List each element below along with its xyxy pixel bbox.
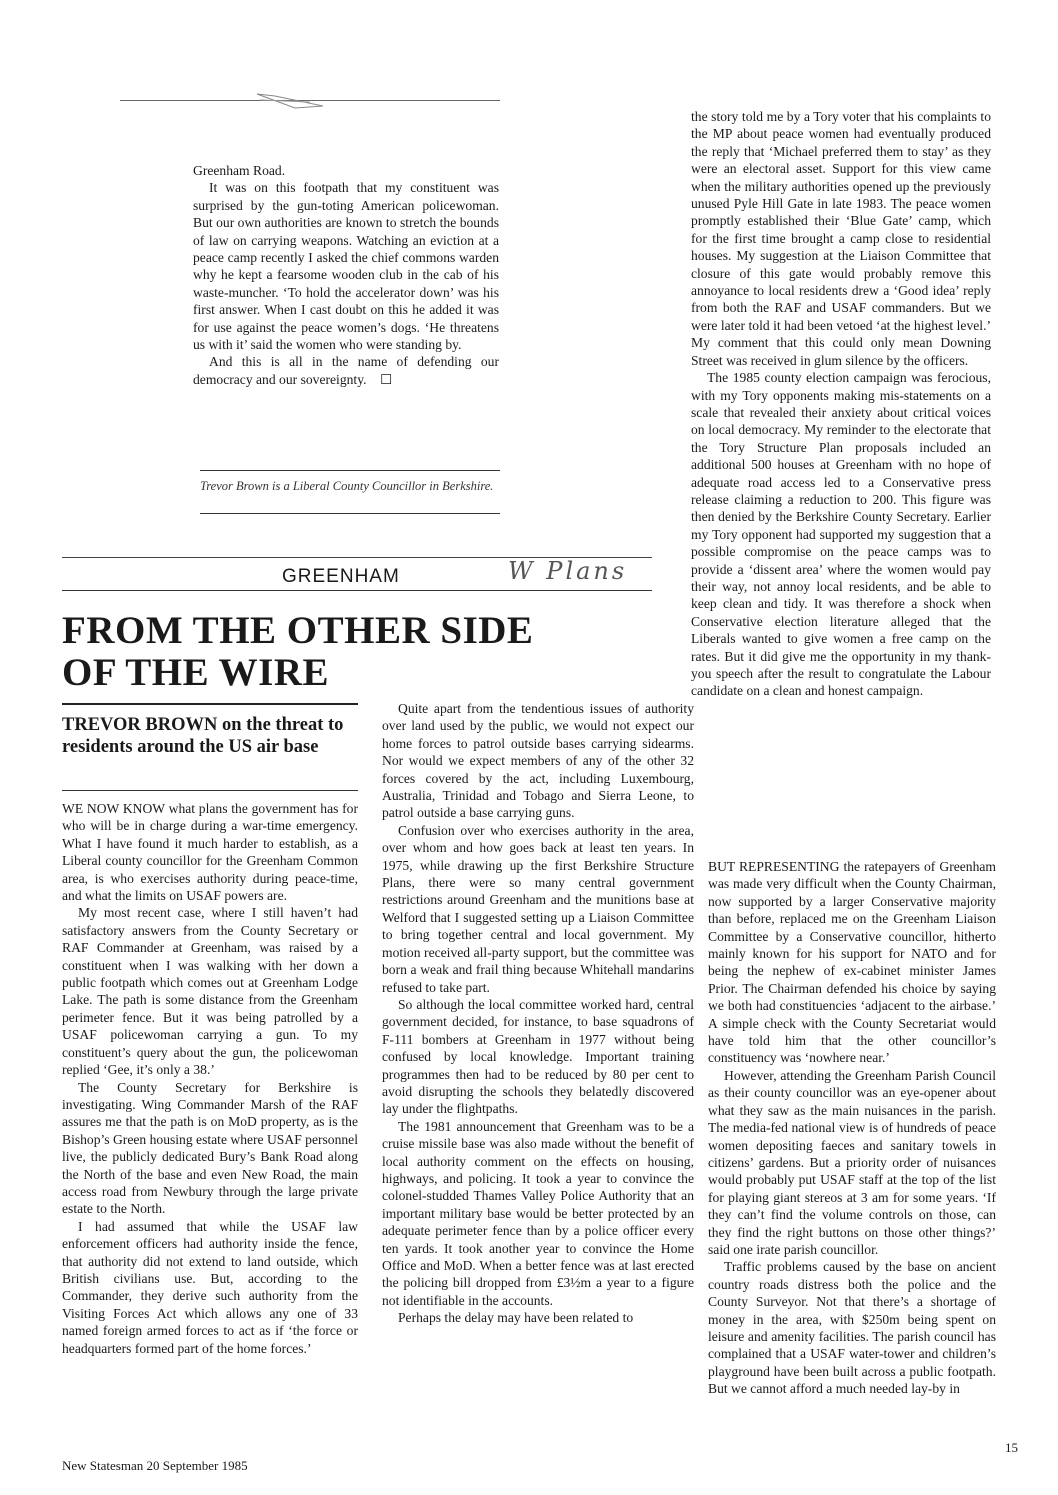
clipping-body	[193, 162, 499, 388]
article-paragraph: Traffic problems caused by the base on ancient country roads distress both the police and the County Surveyor. Not that there’s a shortage of money in the area, with $250m being spent on leisure and amenity facilities. The parish council has complained that a USAF water-tower and children’s playground have been built across a public footpath. But we cannot afford a much needed lay-by in	[708, 1259, 996, 1397]
clipping-note-rule-top	[200, 470, 500, 471]
footer-credit: New Statesman 20 September 1985	[62, 1458, 248, 1473]
article-column-4	[708, 858, 996, 1398]
article-paragraph: Quite apart from the tendentious issues of authority over land used by the public, we would not expect our home forces to patrol outside bases carrying sidearms. Nor would we expect members of any of the other 32 forces covered by the act, including Luxembourg, Australia, Trinidad and Tobago and Sierra Leone, to patrol outside a base carrying guns.	[382, 701, 694, 821]
section-label: GREENHAM	[282, 566, 400, 587]
author-note: Trevor Brown is a Liberal County Councillor in Berkshire.	[200, 479, 494, 493]
article-paragraph: So although the local committee worked hard, central government decided, for instance, to base squadrons of F-111 bombers at Greenham in 1977 without being confused by local knowledge. Important training programmes then had to be reduced by 80 per cent to avoid disrupting the schools they belatedly discovered lay under the flightpaths.	[382, 996, 694, 1117]
article-paragraph: the story told me by a Tory voter that his complaints to the MP about peace women had eventually produced the reply that ‘Michael preferred them to stay’ as they were an electoral asset. Support for this view came when the military authorities opened up the previously unused Pyle Hill Gate in late 1983. The peace women promptly established their ‘Blue Gate’ camp, which for the first time brought a camp close to residential houses. My suggestion at the Liaison Committee that closure of this gate would probably remove this annoyance to local residents drew a ‘Good idea’ reply from both the RAF and USAF commanders. But we were later told it had been vetoed ‘at the highest level.’ My comment that this could only mean Downing Street was received in glum silence by the officers.	[691, 109, 991, 368]
article-paragraph: BUT REPRESENTING the ratepayers of Greenham was made very difficult when the County Chairman, now supported by a larger Conservative majority than before, replaced me on the Greenham Liaison Committee by a Conservative councillor, hitherto mainly known for his support for NATO and for being the nephew of ex-cabinet minister James Prior. The Chairman defended his choice by saying we both had constituencies ‘adjacent to the airbase.’ A simple check with the County Secretariat would have told him that the other councillor’s constituency was ‘nowhere near.’	[708, 859, 996, 1066]
article-paragraph: WE NOW KNOW what plans the government has for who will be in charge during a war-time emergency. What I have found it much harder to establish, as a Liberal county councillor for the Greenham Common area, is who exercises authority during peace-time, and what the limits on USAF powers are.	[62, 801, 358, 904]
article-column-3	[691, 108, 991, 700]
handwritten-note: W Plans	[508, 557, 628, 585]
standfirst-rule-bottom	[62, 790, 358, 791]
article-paragraph: I had assumed that while the USAF law enforcement officers had authority inside the fence, that authority did not extend to land outside, which British civilians use. But, according to the Commander, they derive such authority from the Visiting Forces Act which allows any one of 33 named foreign armed forces to act as if ‘the force or headquarters formed part of the home forces.’	[62, 1218, 358, 1356]
headline-line-2: OF THE WIRE	[62, 651, 330, 694]
clipping-paragraph: And this is all in the name of defending our democracy and our sovereignty. ☐	[193, 354, 499, 387]
headline-line-1: FROM THE OTHER SIDE	[62, 609, 534, 652]
clipping-note-rule-bottom	[200, 513, 500, 514]
standfirst: TREVOR BROWN on the threat to residents around the US air base	[62, 715, 344, 757]
standfirst-rule-top	[62, 703, 358, 705]
tape-mark	[255, 90, 325, 112]
end-mark: ☐	[380, 371, 393, 387]
headline	[62, 610, 622, 694]
article-paragraph: Confusion over who exercises authority in the area, over whom and how goes back at least ten years. In 1975, while drawing up the first Berkshire Structure Plans, there were so many central government restrictions around Greenham and the munitions base at Welford that I suggested setting up a Liaison Committee to bring together central and local government. My motion received all-party support, but the committee was born a weak and frail thing because Whitehall mandarins refused to take part.	[382, 822, 694, 995]
section-rule-bottom	[62, 590, 652, 591]
article-paragraph: The 1985 county election campaign was ferocious, with my Tory opponents making mis-statements on a scale that revealed their anxiety about critical voices on local democracy. My reminder to the electorate that the Tory Structure Plan proposals included an additional 500 houses at Greenham with no hope of adequate road access led to a Conservative press release claiming a reduction to 200. This figure was then denied by the Berkshire County Secretary. Earlier my Tory opponent had supported my suggestion that a possible compromise on the peace camps was to provide a ‘dissent area’ where the women would pay their way, not annoy local residents, and be able to keep clean and tidy. It was therefore a shock when Conservative election literature alleged that the Liberals wanted to give women a free camp on the rates. But it did give me the opportunity in my thank-you speech after the result to congratulate the Labour candidate on a clean and honest campaign.	[691, 370, 991, 699]
article-paragraph: The 1981 announcement that Greenham was to be a cruise missile base was also made without the benefit of local authority comment on the effects on housing, highways, and policing. It took a year to convince the colonel-studded Thames Valley Police Authority that an important military base would be better protected by an adequate perimeter fence than by a police officer every ten yards. It took another year to convince the Home Office and MoD. When a better fence was at last erected the policing bill dropped from £3½m a year to a figure not identifiable in the accounts.	[382, 1118, 694, 1308]
article-column-1	[62, 800, 358, 1357]
article-paragraph: My most recent case, where I still haven’t had satisfactory answers from the County Secretary or RAF Commander at Greenham, was raised by a constituent when I was walking with her down a public footpath which comes out at Greenham Lodge Lake. The path is some distance from the Greenham perimeter fence. But it was being patrolled by a USAF policewoman carrying a gun. To my constituent’s query about the gun, the policewoman replied ‘Gee, it’s only a 38.’	[62, 905, 358, 1078]
article-paragraph: Perhaps the delay may have been related to	[398, 1310, 634, 1326]
article-paragraph: The County Secretary for Berkshire is investigating. Wing Commander Marsh of the RAF assures me that the path is on MoD property, as is the Bishop’s Green housing estate where USAF personnel live, the publicly dedicated Bury’s Bank Road along the North of the base and even New Road, the main access road from Newbury through the large private estate to the North.	[62, 1079, 358, 1217]
article-column-2	[382, 700, 694, 1327]
clipping-paragraph: It was on this footpath that my constituent was surprised by the gun-toting American policewoman. But our own authorities are known to stretch the bounds of law on carrying weapons. Watching an eviction at a peace camp recently I asked the chief commons warden why he kept a fearsome wooden club in the cab of his waste-muncher. ‘To hold the accelerator down’ was his first answer. When I cast doubt on this he added it was for use against the peace women’s dogs. ‘He threatens us with it’ said the women who were standing by.	[193, 180, 499, 353]
article-paragraph: However, attending the Greenham Parish Council as their county councillor was an eye-opener about what they saw as the main nuisances in the parish. The media-fed national view is of hundreds of peace women depositing faeces and sanitary towels in citizens’ gardens. But a priority order of nuisances would probably put USAF staff at the top of the list for playing giant stereos at 3 am for some years. ‘If they can’t find the volume controls on those, can they find the right buttons on those other things?’ said one irate parish councillor.	[708, 1067, 996, 1257]
clipping-paragraph: Greenham Road.	[193, 163, 286, 178]
page-number: 15	[1005, 1440, 1018, 1455]
